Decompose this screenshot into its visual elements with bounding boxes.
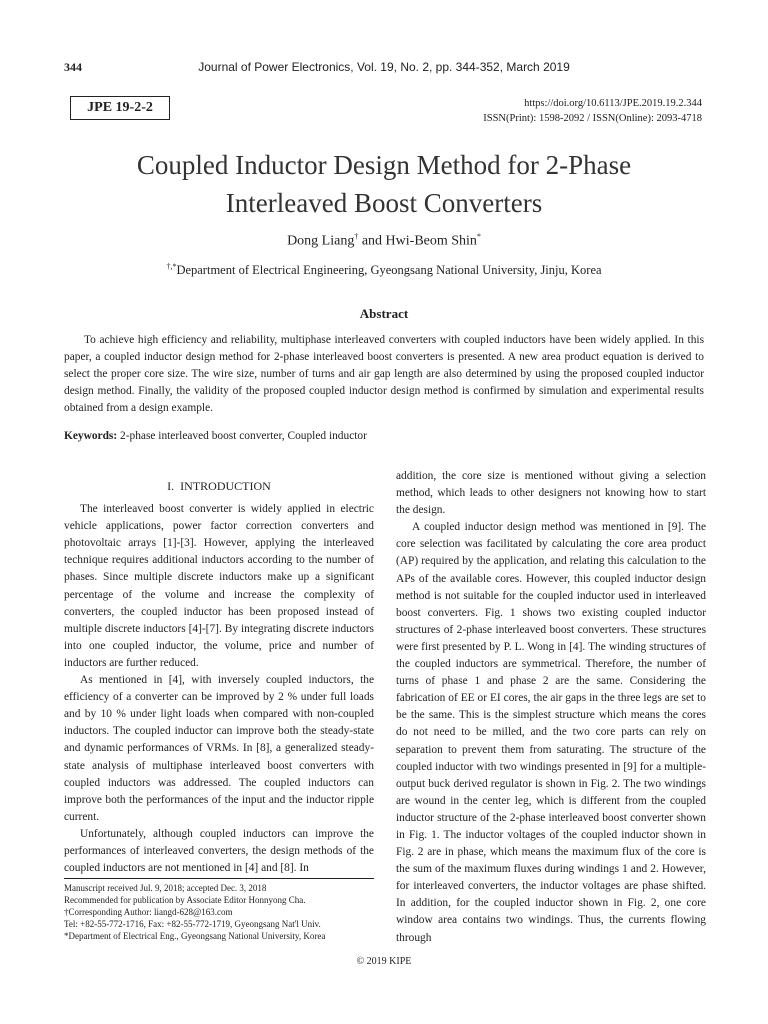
copyright-notice: © 2019 KIPE [356,956,412,967]
abstract-heading: Abstract [359,306,409,321]
body-paragraph: Unfortunately, although coupled inductors can improve the performances of interleaved converters, the design methods of the coupled inductors are not mentioned in [4] and [8]. In [64,827,374,875]
footnote-item: Recommended for publication by Associate Editor Honnyong Cha. [64,895,306,905]
body-paragraph: addition, the core size is mentioned without giving a selection method, which leads to other designers not knowing how to start the design. [396,470,706,517]
doi-block [483,96,702,126]
author-list [0,232,768,250]
keywords [64,430,367,442]
body-paragraph: A coupled inductor design method was mentioned in [9]. The core selection was facilitated by calculating the core area product (AP) required by the application, and relating this calculation to the APs of the available cores. However, this coupled inductor design method is not suitable for the coupled inductor used in interleaved boost converters. Fig. 1 shows two existing coupled inductor structures of 2-phase interleaved boost converters. These structures were first presented by P. L. Wong in [4]. The winding structures of the coupled inductors are symmetrical. Therefore, the number of turns of phase 1 and phase 2 are the same. Considering the fabrication of EE or EI cores, the air gaps in the three legs are set to be the same. This is the simplest structure which means the cores do not need to be milled, and the two core parts can rely on separation to prevent them from saturating. The structure of the coupled inductor with two windings presented in [9] for a multiple-output buck derived regulator is shown in Fig. 2. The two windings are wound in the center leg, which is different from the coupled inductor structure of the 2-phase interleaved boost converter shown in Fig. 1. The inductor voltages of the coupled inductor shown in Fig. 2 are in phase, which means the maximum flux of the core is the sum of the maximum fluxes during windings 1 and 2. However, for interleaved converters, the inductor voltages are phase shifted. In addition, for the coupled inductor shown in Fig. 2, one core window area contains two windings. Thus, the currents flowing through [396,521,706,944]
author-1-mark: † [354,232,359,241]
right-column [396,468,706,947]
title-line-1: Coupled Inductor Design Method for 2-Phase [136,150,632,180]
author-2-mark: * [476,232,481,241]
footnotes [64,882,374,942]
author-connector: and [358,233,386,249]
affiliation-mark: †,* [166,262,177,271]
journal-citation: Journal of Power Electronics, Vol. 19, No. 2, pp. 344-352, March 2019 [198,60,570,74]
paper-title [0,146,768,222]
paper-id-badge: JPE 19-2-2 [70,96,170,120]
abstract-text: To achieve high efficiency and reliability, multiphase interleaved converters with coupled inductors have been widely applied. In this paper, a coupled inductor design method for 2-phase interleaved boost converters is presented. A new area product equation is derived to select the proper core size. The wire size, number of turns and air gap length are also determined by using the proposed coupled inductor design method. Finally, the validity of the proposed coupled inductor design method is confirmed by simulation and experimental results obtained from a design example. [64,334,704,414]
section-heading-introduction: I. INTRODUCTION [167,479,271,493]
keywords-label: Keywords: [64,430,118,442]
body-paragraph: The interleaved boost converter is widely applied in electric vehicle applications, power factor correction converters and photovoltaic arrays [1]-[3]. However, applying the interleaved technique requires additional inductors according to the number of phases. Since multiple discrete inductors make up a significant percentage of the volume and increase the complexity of converters, the coupled inductor has been proposed instead of multiple discrete inductors [4]-[7]. By integrating discrete inductors into one coupled inductor, the volume, price and number of inductors are further reduced. [64,503,374,669]
issn-text: ISSN(Print): 1598-2092 / ISSN(Online): 2093-4718 [483,113,702,124]
author-2: Hwi-Beom Shin [385,233,477,249]
page-number: 344 [64,60,82,74]
keywords-text: 2-phase interleaved boost converter, Coupled inductor [117,430,367,442]
footnote-divider [64,878,374,879]
footnote-item: Tel: +82-55-772-1716, Fax: +82-55-772-1719, Gyeongsang Nat'l Univ. [64,919,321,929]
affiliation-text: Department of Electrical Engineering, Gyeongsang National University, Jinju, Korea [176,263,602,278]
author-1: Dong Liang [287,233,355,249]
body-paragraph: As mentioned in [4], with inversely coupled inductors, the efficiency of a converter can be improved by 2 % under full loads and by 10 % under light loads when compared with non-coupled inductors. The coupled inductor can improve both the steady-state and dynamic performances of VRMs. In [8], a generalized steady-state analysis of multiphase interleaved boost converters with coupled inductors was addressed. The coupled inductors can improve both the performances of the input and the inductor ripple current. [64,674,374,823]
footnote-item: Manuscript received Jul. 9, 2018; accepted Dec. 3, 2018 [64,883,267,893]
left-column [64,478,374,877]
title-line-2: Interleaved Boost Converters [225,188,543,218]
doi-link[interactable]: https://doi.org/10.6113/JPE.2019.19.2.344 [524,98,702,109]
affiliation [0,262,768,278]
footnote-item: †Corresponding Author: liangd-628@163.com [64,907,233,917]
footnote-item: *Department of Electrical Eng., Gyeongsang National University, Korea [64,931,326,941]
